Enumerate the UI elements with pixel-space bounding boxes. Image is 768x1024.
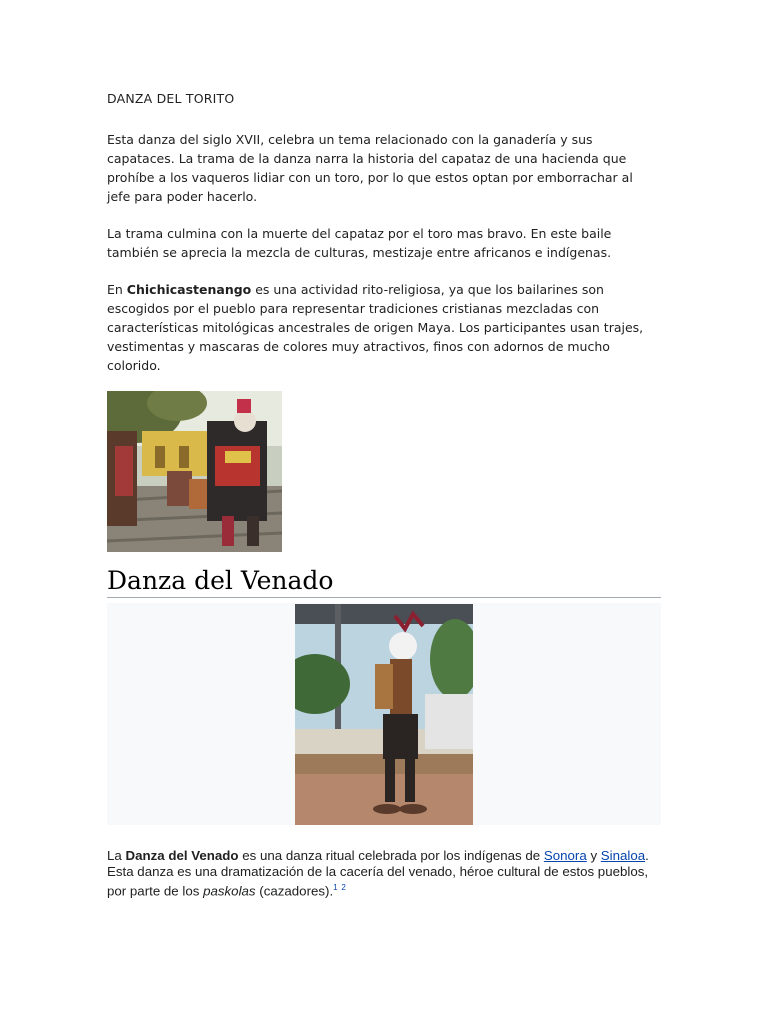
w-and: y (586, 848, 601, 863)
paragraph-3 (107, 280, 652, 375)
figure-box (107, 603, 661, 825)
title-danza-del-torito: DANZA DEL TORITO (107, 91, 235, 106)
p3-rest: es una actividad rito-religiosa, ya que los bailarines son escogidos por el pueblo para representar tradiciones cristianas mezcladas con características mitológicas ancestrales de origen Maya. Los participantes usan trajes, vestimentas y mascaras de colores muy atractivos, finos con adornos de mucho colorido. (107, 282, 644, 373)
venado-description (107, 848, 652, 899)
w-end: (cazadores). (255, 883, 334, 899)
venado-dancer-photo (295, 604, 473, 825)
link-sonora[interactable]: Sonora (543, 848, 587, 863)
w-bold: Danza del Venado (125, 848, 239, 863)
w-italic-paskolas: paskolas (203, 883, 256, 899)
w-lead: La (107, 848, 126, 863)
torito-dance-photo (107, 391, 282, 552)
w-mid: es una danza ritual celebrada por los indígenas de (238, 848, 544, 863)
p3-lead: En (107, 282, 127, 297)
p3-bold-chichicastenango: Chichicastenango (126, 282, 252, 297)
link-sinaloa[interactable]: Sinaloa (600, 848, 646, 863)
heading-danza-del-venado: Danza del Venado (107, 566, 661, 598)
paragraph-1: Esta danza del siglo XVII, celebra un tema relacionado con la ganadería y sus capataces. La trama de la danza narra la historia del capataz de una hacienda que prohíbe a los vaqueros lidiar con un toro, por lo que estos optan por emborrachar al jefe para poder hacerlo. (107, 132, 633, 204)
w-mid2: . Esta danza es una dramatización de la cacería del venado, héroe cultural de estos pueblos, por parte de los (107, 848, 649, 899)
ref-2[interactable]: 2 (341, 883, 346, 892)
paragraph-2: La trama culmina con la muerte del capataz por el toro mas bravo. En este baile también se aprecia la mezcla de culturas, mestizaje entre africanos e indígenas. (107, 226, 612, 260)
ref-1[interactable]: 1 (333, 883, 338, 892)
